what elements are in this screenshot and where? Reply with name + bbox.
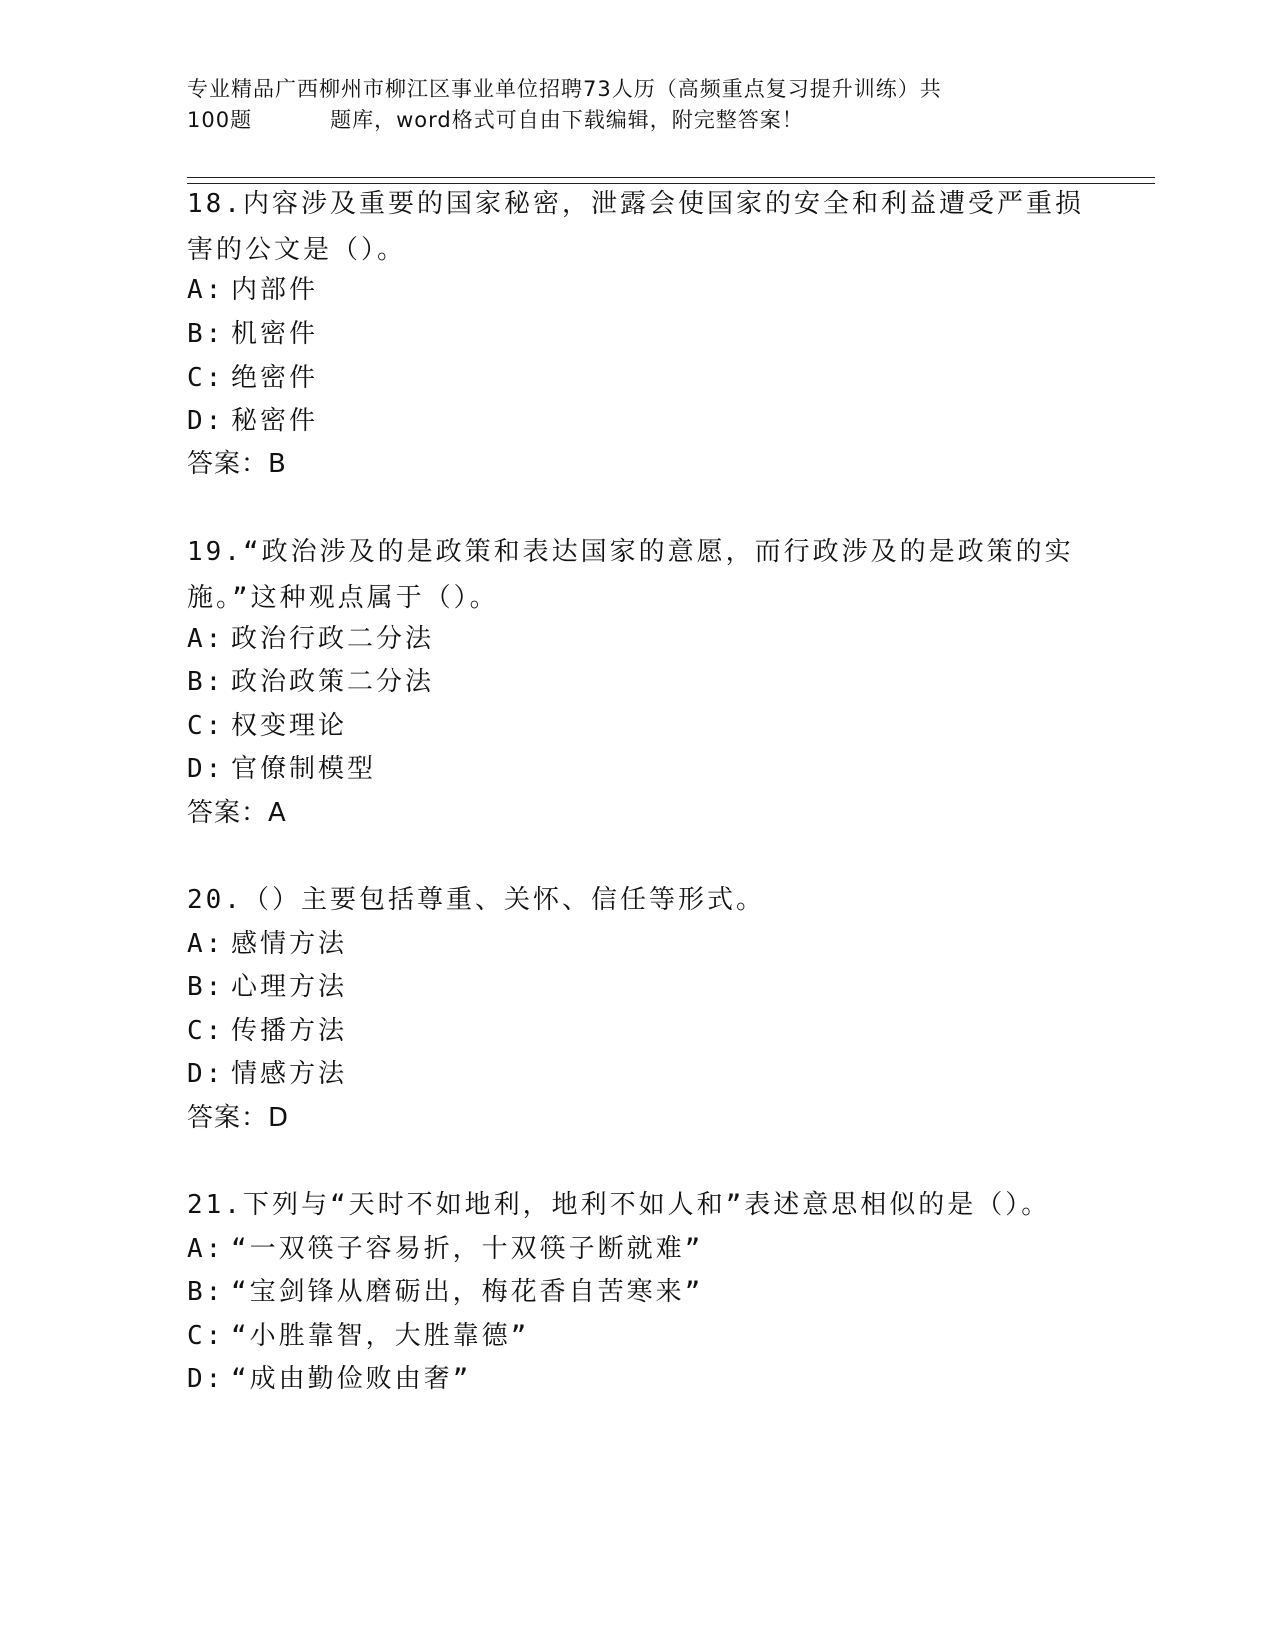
option-text: “成由勤俭败由奢” — [231, 1364, 472, 1394]
question-18-line-1: 18.内容涉及重要的国家秘密，泄露会使国家的安全和利益遭受严重损 — [187, 189, 1084, 219]
option-text: 官僚制模型 — [231, 754, 377, 784]
option-key: A: — [187, 929, 225, 959]
option-key: B: — [187, 1277, 225, 1307]
question-19-line-2: 施。”这种观点属于（）。 — [187, 583, 499, 613]
option-text: 秘密件 — [231, 406, 319, 436]
question-20-line-1: 20.（）主要包括尊重、关怀、信任等形式。 — [187, 885, 765, 915]
option-key: D: — [187, 1059, 225, 1089]
option-text: 传播方法 — [231, 1016, 348, 1046]
question-20-option-d — [187, 1051, 347, 1097]
question-21-stem — [187, 1182, 1050, 1228]
question-21-option-b — [187, 1269, 703, 1315]
option-text: 绝密件 — [231, 363, 319, 393]
question-20-option-c — [187, 1008, 347, 1054]
question-21-option-d — [187, 1356, 471, 1402]
question-20-stem — [187, 877, 765, 923]
question-20-option-a — [187, 921, 347, 967]
question-21-line-1: 21.下列与“天时不如地利，地利不如人和”表述意思相似的是（）。 — [187, 1190, 1051, 1220]
header-line-1: 专业精品广西柳州市柳江区事业单位招聘73人历（高频重点复习提升训练）共 — [187, 77, 942, 101]
question-19-option-c — [187, 703, 347, 749]
question-18-answer: 答案：B — [187, 449, 287, 479]
question-18-option-d — [187, 398, 318, 444]
question-20-option-b — [187, 964, 347, 1010]
option-key: B: — [187, 319, 225, 349]
option-key: C: — [187, 1321, 225, 1351]
question-19-answer: 答案：A — [187, 798, 287, 828]
header-divider-top — [187, 177, 1155, 178]
document-header — [187, 74, 1087, 136]
option-key: A: — [187, 275, 225, 305]
question-19-stem — [187, 529, 1074, 621]
option-text: “宝剑锋从磨砺出，梅花香自苦寒来” — [231, 1277, 704, 1307]
question-20-answer: 答案：D — [187, 1103, 290, 1133]
option-key: A: — [187, 624, 225, 654]
option-text: 政治政策二分法 — [231, 667, 435, 697]
question-19-option-d — [187, 746, 376, 792]
option-key: D: — [187, 754, 225, 784]
option-key: C: — [187, 1016, 225, 1046]
option-key: B: — [187, 972, 225, 1002]
question-19-option-a — [187, 616, 434, 662]
option-text: “一双筷子容易折，十双筷子断就难” — [231, 1234, 704, 1264]
question-21-option-c — [187, 1313, 529, 1359]
question-18-option-b — [187, 311, 318, 357]
option-key: D: — [187, 1364, 225, 1394]
option-text: 权变理论 — [231, 711, 348, 741]
header-description: 题库，word格式可自由下载编辑，附完整答案！ — [330, 108, 804, 132]
option-text: 内部件 — [231, 275, 319, 305]
question-19-line-1: 19.“政治涉及的是政策和表达国家的意愿，而行政涉及的是政策的实 — [187, 537, 1074, 567]
question-18-option-a — [187, 267, 318, 313]
question-19-option-b — [187, 659, 434, 705]
option-text: 心理方法 — [231, 972, 348, 1002]
question-18-line-2: 害的公文是（）。 — [187, 235, 407, 265]
option-key: D: — [187, 406, 225, 436]
question-18-stem — [187, 181, 1084, 273]
option-text: 情感方法 — [231, 1059, 348, 1089]
option-text: 机密件 — [231, 319, 319, 349]
header-line-2 — [187, 105, 1087, 136]
option-key: C: — [187, 711, 225, 741]
option-key: A: — [187, 1234, 225, 1264]
question-21-option-a — [187, 1226, 703, 1272]
header-question-count: 100题 — [187, 108, 253, 132]
option-key: B: — [187, 667, 225, 697]
option-text: 感情方法 — [231, 929, 348, 959]
option-key: C: — [187, 363, 225, 393]
option-text: 政治行政二分法 — [231, 624, 435, 654]
question-18-option-c — [187, 355, 318, 401]
option-text: “小胜靠智，大胜靠德” — [231, 1321, 530, 1351]
